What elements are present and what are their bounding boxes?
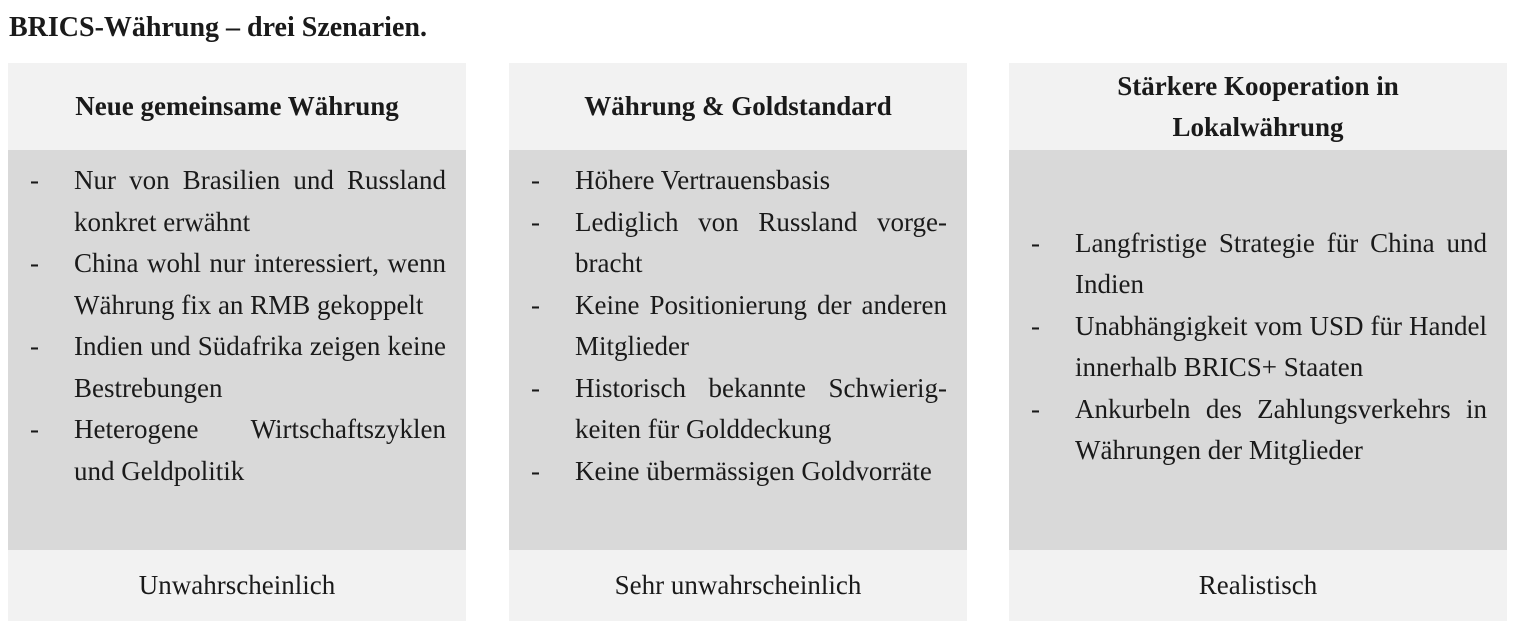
list-item: - Nur von Brasilien und Russland konkret erwähnt xyxy=(30,160,446,243)
scenario-heading: Währung & Goldstandard xyxy=(509,63,967,150)
scenario-heading: Neue gemeinsame Währung xyxy=(8,63,466,150)
bullet-dash: - xyxy=(531,455,540,486)
bullet-dash: - xyxy=(1031,393,1040,424)
list-item: - Heterogene Wirtschaftszyklen und Geldpolitik xyxy=(30,409,446,492)
bullet-dash: - xyxy=(1031,227,1040,258)
bullet-dash: - xyxy=(30,414,39,444)
bullet-dash: - xyxy=(30,165,39,195)
scenario-points xyxy=(1009,150,1507,550)
scenario-column-new-currency xyxy=(8,63,466,621)
list-item: - Langfristige Strategie für China und Indien xyxy=(1031,223,1487,306)
scenario-column-local-currency xyxy=(1009,63,1507,621)
scenario-assessment: Sehr unwahrscheinlich xyxy=(509,550,967,621)
list-item: - Keine übermässigen Goldvorräte xyxy=(531,451,947,493)
scenario-heading: Stärkere Kooperation in Lokalwährung xyxy=(1009,63,1507,150)
list-item: - Unabhängigkeit vom USD für Handel innerhalb BRICS+ Staaten xyxy=(1031,306,1487,389)
bullet-dash: - xyxy=(1031,310,1040,341)
list-item: - Ankurbeln des Zahlungsverkehrs in Währungen der Mitglieder xyxy=(1031,389,1487,472)
bullet-dash: - xyxy=(30,331,39,361)
list-item: - China wohl nur interessiert, wenn Währung fix an RMB gekoppelt xyxy=(30,243,446,326)
bullet-dash: - xyxy=(531,289,540,320)
scenario-assessment: Realistisch xyxy=(1009,550,1507,621)
bullet-dash: - xyxy=(531,372,540,403)
list-item: - Indien und Südafrika zeigen keine Bestrebungen xyxy=(30,326,446,409)
scenario-points xyxy=(8,150,466,550)
bullet-dash: - xyxy=(531,165,540,195)
list-item: - Keine Positionierung der anderen Mitglieder xyxy=(531,285,947,368)
scenario-column-gold-standard xyxy=(509,63,967,621)
list-item: - Lediglich von Russland vorgebracht xyxy=(531,202,947,285)
list-item: - Historisch bekannte Schwierigkeiten für Golddeckung xyxy=(531,368,947,451)
bullet-dash: - xyxy=(531,206,540,237)
page-title: BRICS-Währung – drei Szenarien. xyxy=(9,12,427,43)
scenario-points xyxy=(509,150,967,550)
bullet-dash: - xyxy=(30,248,39,278)
scenario-assessment: Unwahrscheinlich xyxy=(8,550,466,621)
list-item: - Höhere Vertrauensbasis xyxy=(531,160,947,202)
